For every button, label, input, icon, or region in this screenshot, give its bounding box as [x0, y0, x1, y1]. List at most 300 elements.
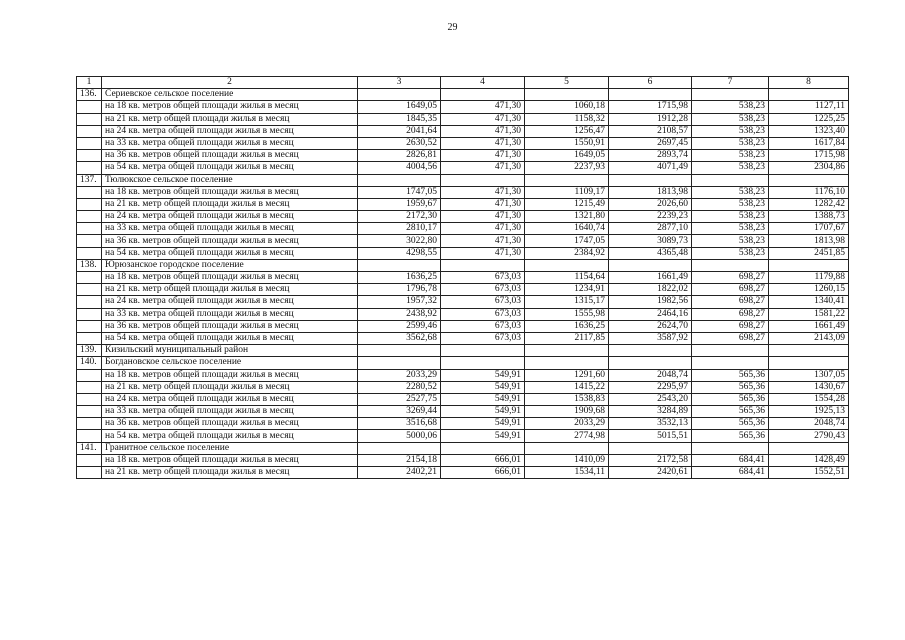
empty-cell — [769, 357, 849, 369]
value-cell: 2543,20 — [609, 393, 692, 405]
value-cell: 673,03 — [441, 296, 525, 308]
value-cell: 1845,35 — [358, 113, 441, 125]
value-cell: 2172,58 — [609, 454, 692, 466]
empty-cell — [525, 259, 609, 271]
header-cell: 2 — [102, 77, 358, 89]
value-cell: 1617,84 — [769, 137, 849, 149]
value-cell: 1649,05 — [525, 150, 609, 162]
table-row — [77, 162, 849, 174]
value-cell: 1912,28 — [609, 113, 692, 125]
value-cell: 565,36 — [692, 406, 769, 418]
value-cell: 538,23 — [692, 150, 769, 162]
table-row — [77, 101, 849, 113]
value-cell: 698,27 — [692, 308, 769, 320]
value-cell: 1747,05 — [525, 235, 609, 247]
empty-cell — [77, 418, 102, 430]
value-cell: 1215,49 — [525, 198, 609, 210]
value-cell: 2048,74 — [769, 418, 849, 430]
empty-cell — [769, 174, 849, 186]
value-cell: 2304,86 — [769, 162, 849, 174]
empty-cell — [77, 223, 102, 235]
header-cell: 3 — [358, 77, 441, 89]
value-cell: 1552,51 — [769, 467, 849, 479]
value-cell: 549,91 — [441, 406, 525, 418]
empty-cell — [77, 381, 102, 393]
table-row — [77, 186, 849, 198]
empty-cell — [77, 467, 102, 479]
row-label: на 36 кв. метров общей площади жилья в месяц — [102, 320, 358, 332]
value-cell: 684,41 — [692, 467, 769, 479]
row-index: 141. — [77, 442, 102, 454]
value-cell: 2774,98 — [525, 430, 609, 442]
value-cell: 1321,80 — [525, 211, 609, 223]
value-cell: 1315,17 — [525, 296, 609, 308]
value-cell: 673,03 — [441, 332, 525, 344]
value-cell: 2026,60 — [609, 198, 692, 210]
empty-cell — [692, 259, 769, 271]
value-cell: 538,23 — [692, 186, 769, 198]
value-cell: 2438,92 — [358, 308, 441, 320]
value-cell: 1538,83 — [525, 393, 609, 405]
value-cell: 698,27 — [692, 284, 769, 296]
empty-cell — [77, 284, 102, 296]
value-cell: 538,23 — [692, 113, 769, 125]
value-cell: 565,36 — [692, 381, 769, 393]
group-row — [77, 259, 849, 271]
empty-cell — [525, 357, 609, 369]
empty-cell — [77, 235, 102, 247]
value-cell: 538,23 — [692, 101, 769, 113]
value-cell: 1661,49 — [769, 320, 849, 332]
empty-cell — [609, 174, 692, 186]
empty-cell — [77, 113, 102, 125]
group-row — [77, 174, 849, 186]
row-label: на 21 кв. метр общей площади жилья в месяц — [102, 113, 358, 125]
value-cell: 3562,68 — [358, 332, 441, 344]
value-cell: 2172,30 — [358, 211, 441, 223]
value-cell: 3587,92 — [609, 332, 692, 344]
empty-cell — [77, 369, 102, 381]
empty-cell — [441, 357, 525, 369]
value-cell: 2599,46 — [358, 320, 441, 332]
header-cell: 1 — [77, 77, 102, 89]
value-cell: 3269,44 — [358, 406, 441, 418]
table-row — [77, 320, 849, 332]
value-cell: 565,36 — [692, 430, 769, 442]
empty-cell — [77, 454, 102, 466]
table-row — [77, 235, 849, 247]
value-cell: 1796,78 — [358, 284, 441, 296]
empty-cell — [77, 247, 102, 259]
row-index: 136. — [77, 89, 102, 101]
empty-cell — [609, 357, 692, 369]
value-cell: 1109,17 — [525, 186, 609, 198]
empty-cell — [77, 150, 102, 162]
value-cell: 471,30 — [441, 137, 525, 149]
table-row — [77, 296, 849, 308]
value-cell: 684,41 — [692, 454, 769, 466]
value-cell: 1813,98 — [609, 186, 692, 198]
empty-cell — [77, 125, 102, 137]
value-cell: 1813,98 — [769, 235, 849, 247]
value-cell: 549,91 — [441, 418, 525, 430]
value-cell: 1550,91 — [525, 137, 609, 149]
value-cell: 4004,56 — [358, 162, 441, 174]
empty-cell — [77, 198, 102, 210]
value-cell: 1554,28 — [769, 393, 849, 405]
value-cell: 673,03 — [441, 320, 525, 332]
value-cell: 1707,67 — [769, 223, 849, 235]
empty-cell — [358, 89, 441, 101]
value-cell: 1428,49 — [769, 454, 849, 466]
empty-cell — [77, 186, 102, 198]
table-row — [77, 137, 849, 149]
empty-cell — [77, 211, 102, 223]
value-cell: 2893,74 — [609, 150, 692, 162]
empty-cell — [358, 259, 441, 271]
value-cell: 2877,10 — [609, 223, 692, 235]
value-cell: 698,27 — [692, 320, 769, 332]
value-cell: 2033,29 — [525, 418, 609, 430]
row-label: на 24 кв. метра общей площади жилья в месяц — [102, 125, 358, 137]
value-cell: 1234,91 — [525, 284, 609, 296]
value-cell: 471,30 — [441, 101, 525, 113]
value-cell: 1534,11 — [525, 467, 609, 479]
row-label: на 54 кв. метра общей площади жилья в месяц — [102, 332, 358, 344]
value-cell: 2048,74 — [609, 369, 692, 381]
value-cell: 549,91 — [441, 369, 525, 381]
value-cell: 538,23 — [692, 198, 769, 210]
group-row — [77, 442, 849, 454]
value-cell: 538,23 — [692, 211, 769, 223]
group-name: Кизильский муниципальный район — [102, 345, 358, 357]
value-cell: 3516,68 — [358, 418, 441, 430]
row-label: на 54 кв. метра общей площади жилья в месяц — [102, 247, 358, 259]
table-row — [77, 198, 849, 210]
value-cell: 538,23 — [692, 137, 769, 149]
table-row — [77, 418, 849, 430]
empty-cell — [77, 308, 102, 320]
value-cell: 2117,85 — [525, 332, 609, 344]
row-label: на 18 кв. метров общей площади жилья в месяц — [102, 272, 358, 284]
empty-cell — [441, 174, 525, 186]
value-cell: 565,36 — [692, 393, 769, 405]
value-cell: 2790,43 — [769, 430, 849, 442]
value-cell: 538,23 — [692, 235, 769, 247]
value-cell: 1636,25 — [525, 320, 609, 332]
table-row — [77, 125, 849, 137]
value-cell: 1060,18 — [525, 101, 609, 113]
value-cell: 2810,17 — [358, 223, 441, 235]
page-number: 29 — [447, 22, 458, 33]
value-cell: 666,01 — [441, 467, 525, 479]
value-cell: 2237,93 — [525, 162, 609, 174]
row-label: на 21 кв. метр общей площади жилья в месяц — [102, 381, 358, 393]
table-row — [77, 284, 849, 296]
value-cell: 2826,81 — [358, 150, 441, 162]
value-cell: 2697,45 — [609, 137, 692, 149]
value-cell: 565,36 — [692, 369, 769, 381]
row-label: на 36 кв. метров общей площади жилья в месяц — [102, 418, 358, 430]
value-cell: 2630,52 — [358, 137, 441, 149]
value-cell: 2464,16 — [609, 308, 692, 320]
value-cell: 1555,98 — [525, 308, 609, 320]
empty-cell — [77, 430, 102, 442]
value-cell: 2451,85 — [769, 247, 849, 259]
value-cell: 1256,47 — [525, 125, 609, 137]
value-cell: 2295,97 — [609, 381, 692, 393]
value-cell: 5000,06 — [358, 430, 441, 442]
table-row — [77, 467, 849, 479]
value-cell: 1925,13 — [769, 406, 849, 418]
table-body — [77, 89, 849, 479]
group-name: Тюлюкское сельское поселение — [102, 174, 358, 186]
value-cell: 1649,05 — [358, 101, 441, 113]
table-row — [77, 454, 849, 466]
value-cell: 471,30 — [441, 223, 525, 235]
value-cell: 3022,80 — [358, 235, 441, 247]
row-label: на 24 кв. метра общей площади жилья в месяц — [102, 296, 358, 308]
row-label: на 36 кв. метров общей площади жилья в месяц — [102, 150, 358, 162]
empty-cell — [441, 345, 525, 357]
row-index: 139. — [77, 345, 102, 357]
value-cell: 1581,22 — [769, 308, 849, 320]
group-row — [77, 345, 849, 357]
value-cell: 538,23 — [692, 125, 769, 137]
value-cell: 471,30 — [441, 162, 525, 174]
group-name: Гранитное сельское поселение — [102, 442, 358, 454]
tariff-table — [76, 76, 849, 479]
value-cell: 1715,98 — [609, 101, 692, 113]
row-label: на 18 кв. метров общей площади жилья в месяц — [102, 101, 358, 113]
empty-cell — [609, 345, 692, 357]
value-cell: 1127,11 — [769, 101, 849, 113]
row-label: на 33 кв. метра общей площади жилья в месяц — [102, 223, 358, 235]
empty-cell — [77, 101, 102, 113]
value-cell: 1225,25 — [769, 113, 849, 125]
value-cell: 1176,10 — [769, 186, 849, 198]
value-cell: 1747,05 — [358, 186, 441, 198]
value-cell: 5015,51 — [609, 430, 692, 442]
value-cell: 471,30 — [441, 150, 525, 162]
empty-cell — [358, 442, 441, 454]
empty-cell — [441, 442, 525, 454]
value-cell: 1323,40 — [769, 125, 849, 137]
value-cell: 565,36 — [692, 418, 769, 430]
table-row — [77, 393, 849, 405]
empty-cell — [769, 345, 849, 357]
empty-cell — [692, 442, 769, 454]
value-cell: 549,91 — [441, 381, 525, 393]
value-cell: 1959,67 — [358, 198, 441, 210]
value-cell: 698,27 — [692, 272, 769, 284]
table-row — [77, 223, 849, 235]
value-cell: 1640,74 — [525, 223, 609, 235]
empty-cell — [525, 442, 609, 454]
empty-cell — [77, 137, 102, 149]
value-cell: 1982,56 — [609, 296, 692, 308]
value-cell: 1909,68 — [525, 406, 609, 418]
header-row — [77, 77, 849, 89]
value-cell: 1282,42 — [769, 198, 849, 210]
empty-cell — [769, 442, 849, 454]
empty-cell — [769, 89, 849, 101]
row-label: на 21 кв. метр общей площади жилья в месяц — [102, 284, 358, 296]
empty-cell — [525, 345, 609, 357]
value-cell: 4298,55 — [358, 247, 441, 259]
value-cell: 4365,48 — [609, 247, 692, 259]
row-label: на 18 кв. метров общей площади жилья в месяц — [102, 186, 358, 198]
empty-cell — [77, 162, 102, 174]
value-cell: 2143,09 — [769, 332, 849, 344]
value-cell: 1715,98 — [769, 150, 849, 162]
value-cell: 2527,75 — [358, 393, 441, 405]
value-cell: 1260,15 — [769, 284, 849, 296]
table-row — [77, 308, 849, 320]
table-row — [77, 332, 849, 344]
empty-cell — [441, 89, 525, 101]
value-cell: 471,30 — [441, 186, 525, 198]
table-row — [77, 381, 849, 393]
value-cell: 3532,13 — [609, 418, 692, 430]
value-cell: 2280,52 — [358, 381, 441, 393]
empty-cell — [692, 89, 769, 101]
table-row — [77, 247, 849, 259]
table-row — [77, 211, 849, 223]
empty-cell — [769, 259, 849, 271]
value-cell: 549,91 — [441, 430, 525, 442]
row-label: на 18 кв. метров общей площади жилья в месяц — [102, 454, 358, 466]
value-cell: 2154,18 — [358, 454, 441, 466]
value-cell: 1822,02 — [609, 284, 692, 296]
header-cell: 6 — [609, 77, 692, 89]
row-label: на 21 кв. метр общей площади жилья в месяц — [102, 198, 358, 210]
value-cell: 1957,32 — [358, 296, 441, 308]
empty-cell — [609, 89, 692, 101]
value-cell: 1291,60 — [525, 369, 609, 381]
value-cell: 2420,61 — [609, 467, 692, 479]
value-cell: 471,30 — [441, 211, 525, 223]
group-name: Богдановское сельское поселение — [102, 357, 358, 369]
value-cell: 2239,23 — [609, 211, 692, 223]
header-cell: 5 — [525, 77, 609, 89]
value-cell: 471,30 — [441, 113, 525, 125]
table-row — [77, 272, 849, 284]
value-cell: 698,27 — [692, 296, 769, 308]
value-cell: 2402,21 — [358, 467, 441, 479]
value-cell: 471,30 — [441, 235, 525, 247]
empty-cell — [692, 345, 769, 357]
row-label: на 33 кв. метра общей площади жилья в месяц — [102, 137, 358, 149]
value-cell: 1636,25 — [358, 272, 441, 284]
empty-cell — [358, 174, 441, 186]
value-cell: 698,27 — [692, 332, 769, 344]
empty-cell — [525, 89, 609, 101]
value-cell: 2108,57 — [609, 125, 692, 137]
table-row — [77, 150, 849, 162]
row-label: на 54 кв. метра общей площади жилья в месяц — [102, 162, 358, 174]
value-cell: 1415,22 — [525, 381, 609, 393]
group-row — [77, 357, 849, 369]
value-cell: 1307,05 — [769, 369, 849, 381]
row-label: на 33 кв. метра общей площади жилья в месяц — [102, 406, 358, 418]
value-cell: 1179,88 — [769, 272, 849, 284]
value-cell: 673,03 — [441, 272, 525, 284]
value-cell: 4071,49 — [609, 162, 692, 174]
group-name: Сериевское сельское поселение — [102, 89, 358, 101]
empty-cell — [77, 406, 102, 418]
value-cell: 1388,73 — [769, 211, 849, 223]
row-label: на 33 кв. метра общей площади жилья в месяц — [102, 308, 358, 320]
value-cell: 538,23 — [692, 223, 769, 235]
row-label: на 18 кв. метров общей площади жилья в месяц — [102, 369, 358, 381]
value-cell: 2041,64 — [358, 125, 441, 137]
empty-cell — [692, 174, 769, 186]
empty-cell — [77, 393, 102, 405]
value-cell: 666,01 — [441, 454, 525, 466]
empty-cell — [358, 345, 441, 357]
value-cell: 1158,32 — [525, 113, 609, 125]
row-index: 137. — [77, 174, 102, 186]
empty-cell — [609, 259, 692, 271]
header-cell: 7 — [692, 77, 769, 89]
empty-cell — [77, 272, 102, 284]
value-cell: 471,30 — [441, 198, 525, 210]
empty-cell — [358, 357, 441, 369]
table-row — [77, 430, 849, 442]
value-cell: 1430,67 — [769, 381, 849, 393]
table-row — [77, 406, 849, 418]
table-row — [77, 113, 849, 125]
group-name: Юрюзанское городское поселение — [102, 259, 358, 271]
row-label: на 21 кв. метр общей площади жилья в месяц — [102, 467, 358, 479]
value-cell: 2624,70 — [609, 320, 692, 332]
row-label: на 24 кв. метра общей площади жилья в месяц — [102, 211, 358, 223]
empty-cell — [525, 174, 609, 186]
empty-cell — [609, 442, 692, 454]
value-cell: 3089,73 — [609, 235, 692, 247]
value-cell: 2384,92 — [525, 247, 609, 259]
value-cell: 1661,49 — [609, 272, 692, 284]
empty-cell — [441, 259, 525, 271]
row-index: 138. — [77, 259, 102, 271]
row-index: 140. — [77, 357, 102, 369]
header-cell: 4 — [441, 77, 525, 89]
value-cell: 471,30 — [441, 247, 525, 259]
value-cell: 3284,89 — [609, 406, 692, 418]
value-cell: 538,23 — [692, 162, 769, 174]
value-cell: 1410,09 — [525, 454, 609, 466]
row-label: на 54 кв. метра общей площади жилья в месяц — [102, 430, 358, 442]
group-row — [77, 89, 849, 101]
value-cell: 549,91 — [441, 393, 525, 405]
empty-cell — [692, 357, 769, 369]
header-cell: 8 — [769, 77, 849, 89]
value-cell: 673,03 — [441, 308, 525, 320]
value-cell: 2033,29 — [358, 369, 441, 381]
value-cell: 1154,64 — [525, 272, 609, 284]
value-cell: 471,30 — [441, 125, 525, 137]
value-cell: 1340,41 — [769, 296, 849, 308]
empty-cell — [77, 332, 102, 344]
table-row — [77, 369, 849, 381]
row-label: на 36 кв. метров общей площади жилья в месяц — [102, 235, 358, 247]
empty-cell — [77, 296, 102, 308]
row-label: на 24 кв. метра общей площади жилья в месяц — [102, 393, 358, 405]
empty-cell — [77, 320, 102, 332]
value-cell: 673,03 — [441, 284, 525, 296]
value-cell: 538,23 — [692, 247, 769, 259]
